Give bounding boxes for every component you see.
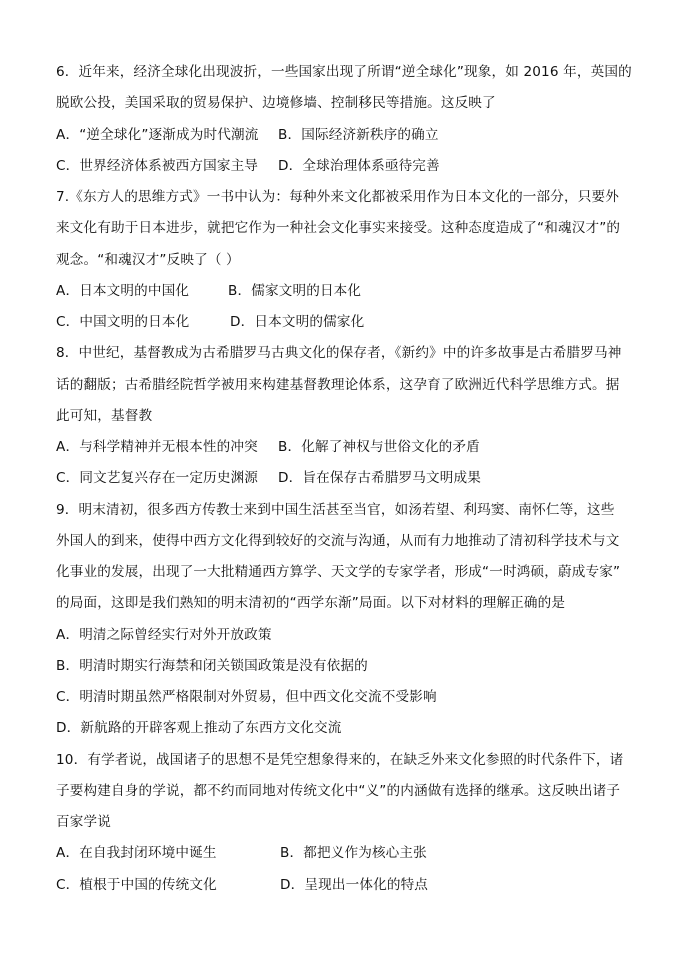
q9-option-d: D．新航路的开辟客观上推动了东西方文化交流: [56, 720, 342, 736]
q9-stem-line-1: 9．明末清初，很多西方传教士来到中国生活甚至当官，如汤若望、利玛窦、南怀仁等，这些: [56, 502, 615, 518]
q8-option-c: C．同文艺复兴存在一定历史渊源: [56, 470, 259, 486]
q10-stem-line-1: 10．有学者说，战国诸子的思想不是凭空想象得来的，在缺乏外来文化参照的时代条件下，诸: [56, 752, 624, 768]
q7-stem-line-3: 观念。“和魂汉才”反映了（ ）: [56, 252, 240, 268]
q10-stem-line-2: 子要构建自身的学说，都不约而同地对传统文化中“义”的内涵做有选择的继承。这反映出诸子: [56, 783, 621, 799]
q8-option-a: A．与科学精神并无根本性的冲突: [56, 439, 258, 455]
q7-option-c: C．中国文明的日本化: [56, 314, 190, 330]
q10-stem-line-3: 百家学说: [56, 814, 111, 830]
q10-option-b: B．都把义作为核心主张: [280, 845, 427, 861]
q8-option-b: B．化解了神权与世俗文化的矛盾: [278, 439, 480, 455]
q9-option-a: A．明清之际曾经实行对外开放政策: [56, 627, 272, 643]
q8-stem-line-2: 话的翻版；古希腊经院哲学被用来构建基督教理论体系，这孕育了欧洲近代科学思维方式。据: [56, 377, 620, 393]
q6-stem-line-1: 6．近年来，经济全球化出现波折，一些国家出现了所谓“逆全球化”现象，如 2016 年，英国的: [56, 64, 632, 80]
q6-option-c: C．世界经济体系被西方国家主导: [56, 158, 259, 174]
q6-option-b: B．国际经济新秩序的确立: [278, 127, 439, 143]
q8-stem-line-3: 此可知，基督教: [56, 408, 153, 424]
q6-option-a: A．“逆全球化”逐渐成为时代潮流: [56, 127, 259, 143]
q6-stem-line-2: 脱欧公投，美国采取的贸易保护、边境修墙、控制移民等措施。这反映了: [56, 95, 496, 111]
q9-stem-line-4: 的局面，这即是我们熟知的明末清初的“西学东渐”局面。以下对材料的理解正确的是: [56, 595, 566, 611]
q7-stem-line-1: 7.《东方人的思维方式》一书中认为：每种外来文化都被采用作为日本文化的一部分，只要外: [56, 189, 620, 205]
q10-option-c: C．植根于中国的传统文化: [56, 877, 217, 893]
q10-option-a: A．在自我封闭环境中诞生: [56, 845, 217, 861]
q7-option-d: D．日本文明的儒家化: [230, 314, 365, 330]
q8-stem-line-1: 8．中世纪，基督教成为古希腊罗马古典文化的保存者，《新约》中的许多故事是古希腊罗马神: [56, 345, 622, 361]
q9-stem-line-2: 外国人的到来，使得中西方文化得到较好的交流与沟通，从而有力地推动了清初科学技术与文: [56, 533, 620, 549]
q7-option-a: A．日本文明的中国化: [56, 283, 190, 299]
q8-option-d: D．旨在保存古希腊罗马文明成果: [278, 470, 482, 486]
q9-option-b: B．明清时期实行海禁和闭关锁国政策是没有依据的: [56, 658, 368, 674]
q7-option-b: B．儒家文明的日本化: [228, 283, 362, 299]
q9-option-c: C．明清时期虽然严格限制对外贸易，但中西文化交流不受影响: [56, 689, 437, 705]
q10-option-d: D．呈现出一体化的特点: [280, 877, 429, 893]
q6-option-d: D．全球治理体系亟待完善: [278, 158, 440, 174]
q9-stem-line-3: 化事业的发展，出现了一大批精通西方算学、天文学的专家学者，形成“一时鸿硕，蔚成专家”: [56, 564, 621, 580]
q7-stem-line-2: 来文化有助于日本进步，就把它作为一种社会文化事实来接受。这种态度造成了“和魂汉才”的: [56, 220, 621, 236]
